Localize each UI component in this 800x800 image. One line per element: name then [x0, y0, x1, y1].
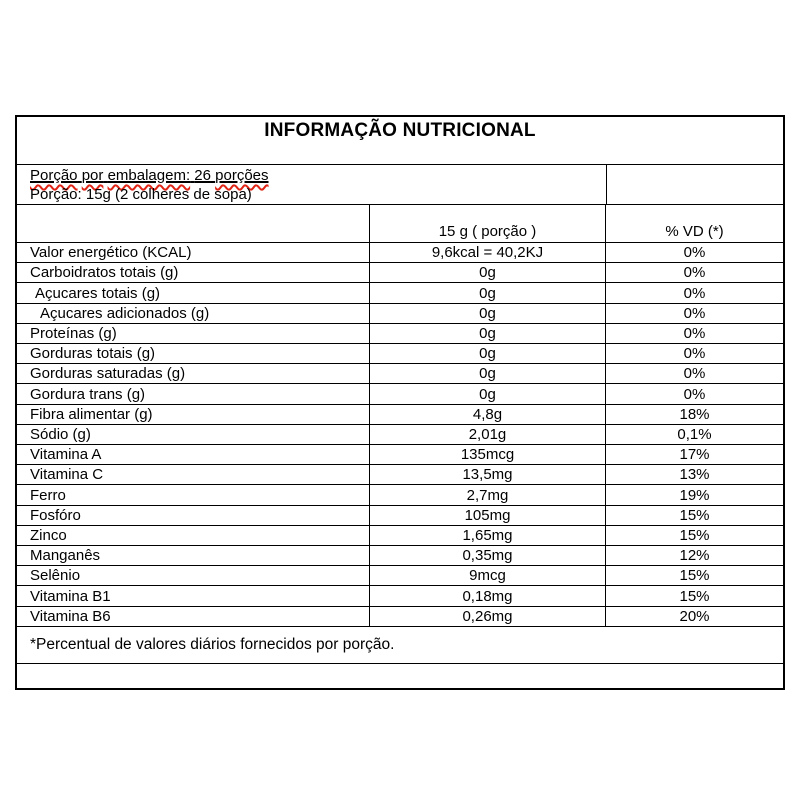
table-title: INFORMAÇÃO NUTRICIONAL: [17, 117, 783, 165]
amount-value: 4,8g: [370, 405, 606, 424]
amount-value: 0,18mg: [370, 586, 606, 605]
nutrient-label: Valor energético (KCAL): [17, 243, 370, 262]
daily-value-percent: 19%: [679, 486, 710, 504]
footnote-text: *Percentual de valores diários fornecidos por porção.: [30, 636, 395, 653]
table-row: [17, 506, 783, 526]
table-row: [17, 445, 783, 465]
amount-value: 0g: [370, 324, 606, 343]
header-nutrient-column: [17, 205, 370, 242]
amount-value: 2,01g: [370, 425, 606, 444]
nutrient-label: Gorduras totais (g): [17, 344, 370, 363]
table-row: [17, 586, 783, 606]
table-row: [17, 566, 783, 586]
daily-value-percent: 15%: [679, 587, 710, 605]
header-daily-value-column: % VD (*): [665, 223, 724, 240]
amount-value: 9,6kcal = 40,2KJ: [370, 243, 606, 262]
empty-bottom-row: [17, 664, 783, 688]
daily-value-percent: 0%: [683, 385, 706, 403]
footnote-row: [17, 627, 783, 664]
daily-value-percent: 20%: [679, 607, 710, 625]
nutrient-label: Gordura trans (g): [17, 384, 370, 403]
amount-value: 0g: [370, 364, 606, 383]
misspelled-word: por: [81, 167, 104, 184]
daily-value-percent: 13%: [679, 466, 710, 484]
daily-value-percent: 15%: [679, 506, 710, 524]
table-row: [17, 344, 783, 364]
table-row: [17, 546, 783, 566]
nutrient-label: Fibra alimentar (g): [17, 405, 370, 424]
nutrient-label: Manganês: [17, 546, 370, 565]
servings-per-package-line: [30, 166, 606, 185]
nutrient-label: Zinco: [17, 526, 370, 545]
table-row: [17, 364, 783, 384]
amount-value: 13,5mg: [370, 465, 606, 484]
daily-value-percent: 0%: [683, 345, 706, 363]
serving-size-line: Porção: 15g (2 colheres de sopa): [30, 186, 252, 203]
nutrient-label: Proteínas (g): [17, 324, 370, 343]
nutrient-label: Carboidratos totais (g): [17, 263, 370, 282]
serving-info-row: [17, 165, 783, 205]
daily-value-percent: 17%: [679, 446, 710, 464]
table-row: [17, 425, 783, 445]
serving-info-empty-cell: [607, 165, 783, 204]
nutrient-rows: [17, 243, 783, 627]
nutrient-label: Sódio (g): [17, 425, 370, 444]
amount-value: 135mcg: [370, 445, 606, 464]
nutrient-label: Ferro: [17, 485, 370, 504]
nutrient-label: Açucares adicionados (g): [17, 304, 370, 323]
amount-value: 9mcg: [370, 566, 606, 585]
table-row: [17, 465, 783, 485]
daily-value-percent: 18%: [679, 405, 710, 423]
table-row: [17, 405, 783, 425]
table-row: [17, 324, 783, 344]
nutrient-label: Vitamina A: [17, 445, 370, 464]
amount-value: 0g: [370, 304, 606, 323]
nutrient-label: Gorduras saturadas (g): [17, 364, 370, 383]
amount-value: 0g: [370, 344, 606, 363]
misspelled-word: Porção: [30, 167, 78, 184]
table-row: [17, 243, 783, 263]
table-row: [17, 304, 783, 324]
amount-value: 1,65mg: [370, 526, 606, 545]
daily-value-percent: 0%: [683, 284, 706, 302]
servings-per-package-text: [30, 167, 269, 184]
table-row: [17, 384, 783, 404]
table-row: [17, 283, 783, 303]
table-row: [17, 607, 783, 627]
misspelled-word: porções: [215, 167, 269, 184]
amount-value: 0g: [370, 384, 606, 403]
daily-value-percent: 15%: [679, 526, 710, 544]
daily-value-percent: 0%: [683, 244, 706, 262]
daily-value-percent: 0%: [683, 264, 706, 282]
amount-value: 0,35mg: [370, 546, 606, 565]
daily-value-percent: 12%: [679, 547, 710, 565]
header-amount-column: 15 g ( porção ): [370, 205, 606, 242]
amount-value: 105mg: [370, 506, 606, 525]
table-row: [17, 526, 783, 546]
amount-value: 0,26mg: [370, 607, 606, 626]
nutrient-label: Selênio: [17, 566, 370, 585]
nutrient-label: Vitamina B6: [17, 607, 370, 626]
nutrient-label: Fosfóro: [17, 506, 370, 525]
nutrient-label: Açucares totais (g): [17, 283, 370, 302]
nutrient-label: Vitamina B1: [17, 586, 370, 605]
daily-value-percent: 0%: [683, 304, 706, 322]
serving-info-cell: [17, 165, 607, 204]
daily-value-percent: 0%: [683, 324, 706, 342]
amount-value: 2,7mg: [370, 485, 606, 504]
table-row: [17, 485, 783, 505]
nutrient-label: Vitamina C: [17, 465, 370, 484]
column-header-row: [17, 205, 783, 243]
word: 26: [194, 167, 211, 184]
table-row: [17, 263, 783, 283]
daily-value-percent: 0%: [683, 365, 706, 383]
amount-value: 0g: [370, 283, 606, 302]
daily-value-percent: 0,1%: [677, 425, 712, 443]
amount-value: 0g: [370, 263, 606, 282]
misspelled-word: embalagem:: [107, 167, 191, 184]
daily-value-percent: 15%: [679, 567, 710, 585]
nutrition-facts-table: [15, 115, 785, 690]
